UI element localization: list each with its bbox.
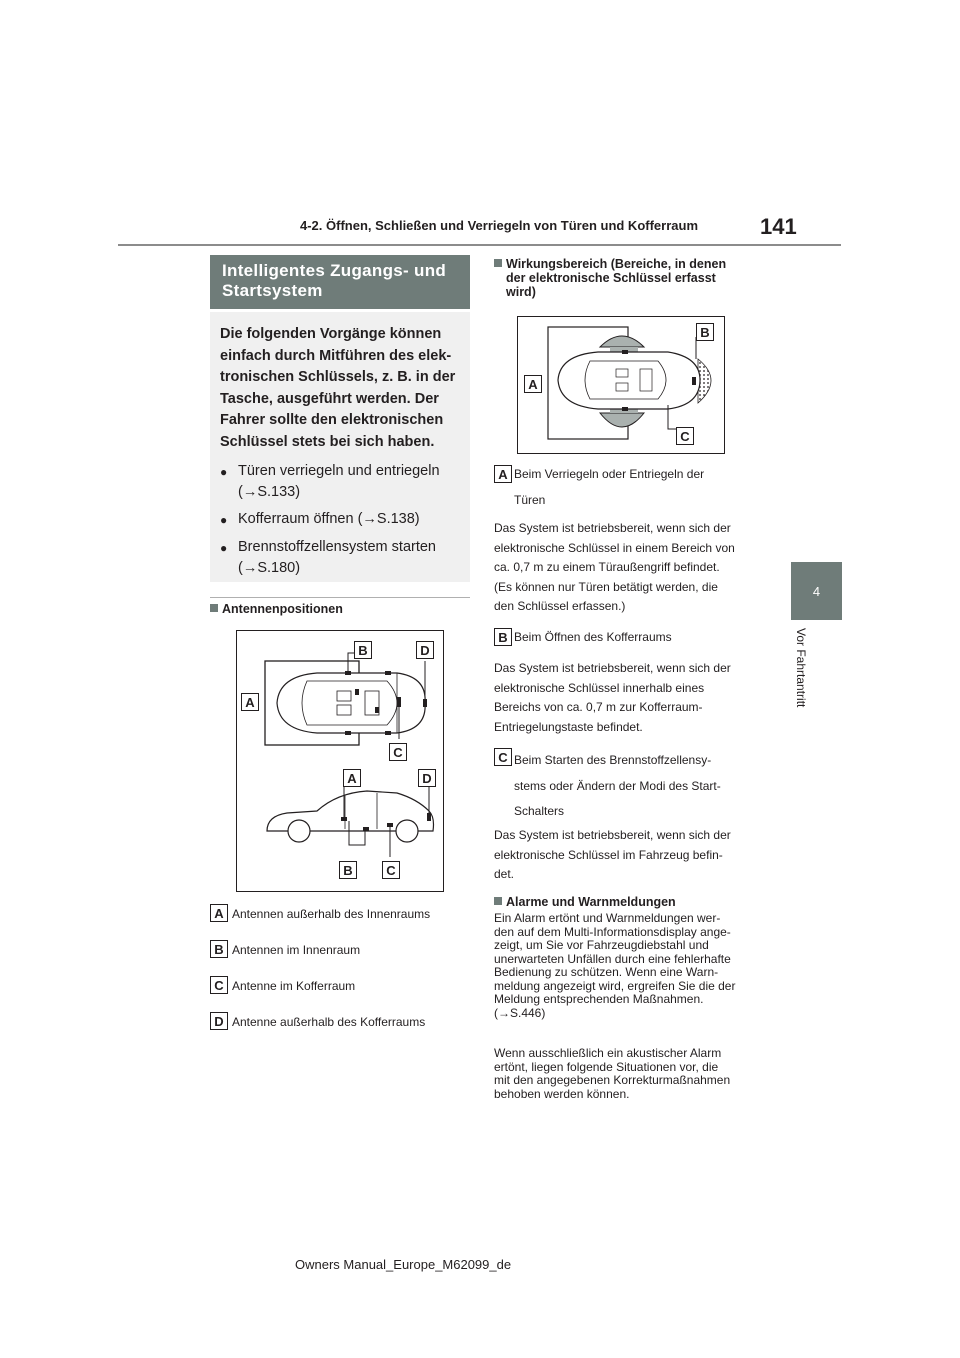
- legend-text: Antenne im Kofferraum: [232, 979, 356, 993]
- antenna-heading: Antennenpositionen: [210, 602, 343, 616]
- legend-text: Antennen im Innenraum: [232, 943, 361, 957]
- bullet-item: ● Kofferraum öffnen (→S.138): [220, 509, 460, 531]
- bullet-icon: ●: [220, 541, 228, 555]
- diagram-label-b: B: [354, 641, 372, 659]
- antenna-diagram: [236, 630, 444, 892]
- diagram-label-b: B: [696, 323, 714, 341]
- range-item-title: Beim Öffnen des Kofferraums: [514, 630, 672, 644]
- chapter-number: 4: [812, 583, 821, 599]
- square-bullet-icon: [494, 897, 502, 905]
- range-key-b: B: [494, 628, 512, 646]
- page-number: 141: [760, 214, 797, 239]
- alarms-paragraph: Wenn ausschließlich ein akustischer Alarm ertönt, liegen folgende Situationen vor, die mit den angegebenen Korrekturmaßnahmen behoben werden können.: [494, 1046, 731, 1101]
- footer-text: Owners Manual_Europe_M62099_de: [295, 1257, 512, 1272]
- range-item-title: Beim Verriegeln oder Entriegeln der Türen: [514, 467, 705, 507]
- range-heading: Wirkungsbereich (Bereiche, in denen der elektronische Schlüssel erfasst wird): [494, 257, 754, 299]
- intro-box: [210, 312, 470, 582]
- diagram-label-c: C: [382, 861, 400, 879]
- chapter-tab[interactable]: [791, 562, 842, 620]
- divider: [210, 597, 470, 598]
- alarms-heading: Alarme und Warnmeldungen: [494, 895, 676, 909]
- range-item-body: Das System ist betriebsbereit, wenn sich der elektronische Schlüssel innerhalb eines Bereichs von ca. 0,7 m zur Kofferraum- Entriegelungstaste befindet.: [494, 661, 731, 734]
- range-item-title: Beim Starten des Brennstoffzellensy- stems oder Ändern der Modi des Start- Schalters: [514, 753, 721, 818]
- range-key-c: C: [494, 748, 512, 766]
- legend-key-d: D: [210, 1012, 228, 1030]
- header-rule: [118, 244, 841, 246]
- range-item-body: Das System ist betriebsbereit, wenn sich der elektronische Schlüssel in einem Bereich von ca. 0,7 m zu einem Türaußengriff befindet. (Es können nur Türen betätigt werden, die den Schlüssel erfassen.): [494, 521, 735, 613]
- square-bullet-icon: [210, 604, 218, 612]
- diagram-label-a: A: [524, 375, 542, 393]
- bullet-icon: ●: [220, 465, 228, 479]
- legend-key-a: A: [210, 904, 228, 922]
- diagram-label-c: C: [389, 743, 407, 761]
- section-title: Intelligentes Zugangs- und Startsystem: [210, 255, 470, 309]
- page-ref-link[interactable]: (→S.133): [238, 484, 301, 500]
- alarms-paragraph: Ein Alarm ertönt und Warnmeldungen wer- den auf dem Multi-Informationsdisplay ange- zeigt, um Sie vor Fahrzeugdiebstahl und unerwarteten Unfällen durch eine fehlerhafte Bedienung zu schützen. Wenn eine Warn- meldung angezeigt wird, ergreifen Sie die der Meldung entsprechenden Maßnahmen. (→S.446): [494, 912, 746, 1020]
- chapter-name: Vor Fahrtantritt: [794, 628, 808, 708]
- bullet-icon: ●: [220, 513, 228, 527]
- bullet-item: ● Brennstoffzellensystem starten (→S.180): [220, 537, 460, 579]
- intro-text: Die folgenden Vorgänge können einfach durch Mitführen des elek- tronischen Schlüssels, z. B. in der Tasche, ausgeführt werden. Der Fahrer sollte den elektronischen Schlüssel stets bei sich haben.: [220, 326, 456, 450]
- diagram-label-d: D: [416, 641, 434, 659]
- page-ref-link[interactable]: (→S.446): [494, 1005, 546, 1020]
- car-antenna-figure: [237, 631, 443, 891]
- range-key-a: A: [494, 465, 512, 483]
- diagram-label-c: C: [676, 427, 694, 445]
- bullet-item: ● Türen verriegeln und entriegeln (→S.133): [220, 461, 460, 503]
- legend-text: Antenne außerhalb des Kofferraums: [232, 1015, 426, 1029]
- square-bullet-icon: [494, 259, 502, 267]
- running-header: 4-2. Öffnen, Schließen und Verriegeln von Türen und Kofferraum: [300, 218, 698, 233]
- diagram-label-b: B: [339, 861, 357, 879]
- range-diagram: [517, 316, 725, 454]
- diagram-label-d: D: [418, 769, 436, 787]
- diagram-label-a: A: [343, 769, 361, 787]
- page-ref-link[interactable]: (→S.180): [238, 560, 301, 576]
- legend-key-c: C: [210, 976, 228, 994]
- diagram-label-a: A: [241, 693, 259, 711]
- legend-text: Antennen außerhalb des Innenraums: [232, 907, 431, 921]
- range-item-body: Das System ist betriebsbereit, wenn sich der elektronische Schlüssel im Fahrzeug befin- det.: [494, 828, 731, 881]
- legend-key-b: B: [210, 940, 228, 958]
